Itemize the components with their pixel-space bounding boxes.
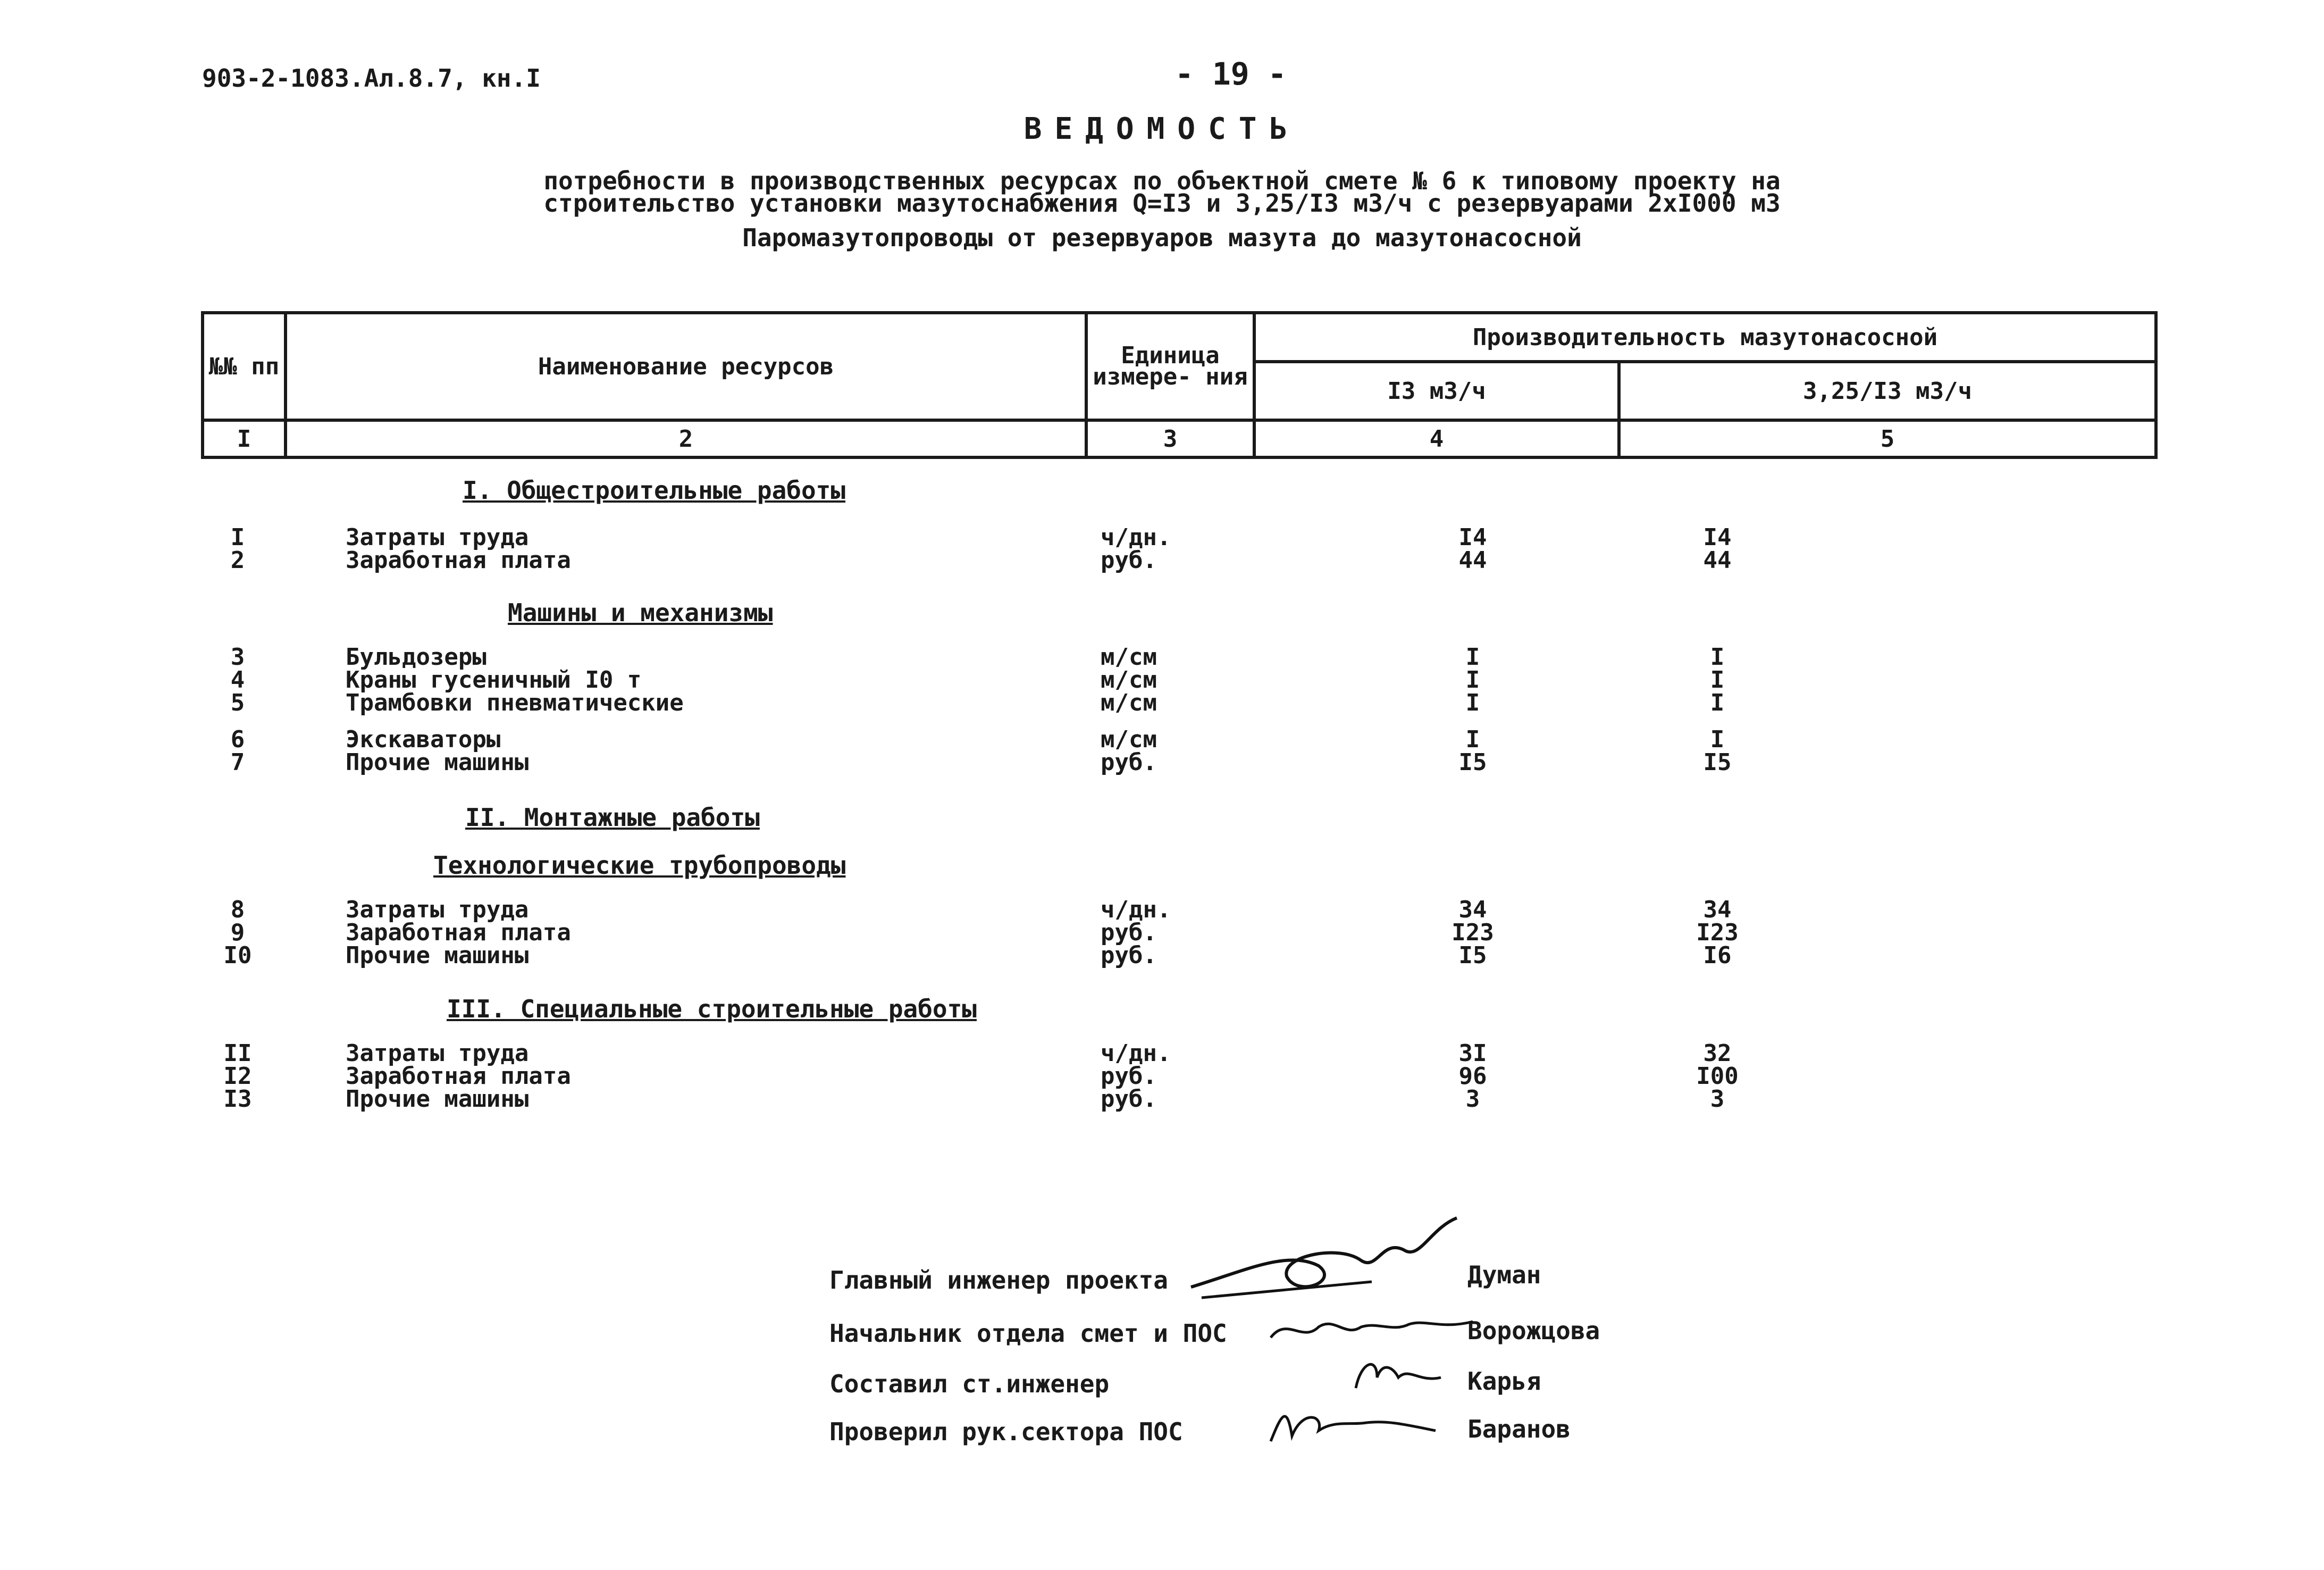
value-325-13: 34 (1703, 896, 1732, 923)
col-index: I (203, 420, 286, 457)
value-325-13: I (1710, 726, 1725, 753)
subtitle-line-2: строительство установки мазутоснабжения Q=I3 и 3,25/I3 м3/ч с резервуарами 2хI000 м3 (543, 189, 1781, 218)
page-title: ВЕДОМОСТЬ (1023, 112, 1301, 146)
resource-unit: м/см (1101, 644, 1157, 671)
col-index: 4 (1254, 420, 1619, 457)
value-13: 3I (1458, 1040, 1487, 1067)
signature-role: Главный инженер проекта (829, 1266, 1168, 1295)
subtitle-line-3: Паромазутопроводы от резервуаров мазута до мазутонасосной (742, 223, 1582, 252)
row-number: 8 (230, 896, 245, 923)
value-13: 34 (1458, 896, 1487, 923)
resource-unit: руб. (1101, 1063, 1157, 1090)
col-v5-header: 3,25/I3 м3/ч (1619, 362, 2156, 420)
subtitle-line-1: потребности в производственных ресурсах по объектной смете № 6 к типовому проекту на (543, 166, 1781, 195)
value-13: I (1465, 644, 1480, 671)
value-13: I5 (1458, 942, 1487, 969)
signature-name: Карья (1467, 1367, 1541, 1396)
resource-unit: ч/дн. (1101, 896, 1171, 923)
value-325-13: I (1710, 644, 1725, 671)
row-number: 5 (230, 689, 245, 716)
value-13: I (1465, 666, 1480, 694)
col-num-header: №№ пп (203, 313, 286, 420)
value-325-13: 32 (1703, 1040, 1732, 1067)
resource-unit: руб. (1101, 547, 1157, 574)
value-13: 96 (1458, 1063, 1487, 1090)
signature-role: Составил ст.инженер (829, 1369, 1110, 1398)
row-number: I (230, 524, 245, 551)
signature-name: Баранов (1467, 1415, 1571, 1443)
resource-name: Затраты труда (346, 1040, 529, 1067)
handwritten-signature-1 (1180, 1207, 1478, 1314)
resource-name: Затраты труда (346, 896, 529, 923)
value-325-13: I4 (1703, 524, 1732, 551)
resource-unit: м/см (1101, 666, 1157, 694)
value-13: I23 (1452, 919, 1494, 946)
row-number: 6 (230, 726, 245, 753)
resource-unit: руб. (1101, 919, 1157, 946)
row-number: 3 (230, 644, 245, 671)
value-13: I4 (1458, 524, 1487, 551)
resource-unit: руб. (1101, 942, 1157, 969)
row-number: 9 (230, 919, 245, 946)
signature-role: Начальник отдела смет и ПОС (829, 1319, 1227, 1348)
section-heading: II. Монтажные работы (465, 803, 760, 832)
signature-name: Ворожцова (1467, 1316, 1600, 1345)
col-index: 5 (1619, 420, 2156, 457)
row-number: 2 (230, 547, 245, 574)
value-325-13: I (1710, 666, 1725, 694)
document-code: 903-2-1083.Ал.8.7, кн.I (202, 64, 541, 93)
resource-name: Трамбовки пневматические (346, 689, 684, 716)
resource-name: Краны гусеничный I0 т (346, 666, 642, 694)
value-325-13: 3 (1710, 1085, 1725, 1113)
resource-unit: руб. (1101, 749, 1157, 776)
value-325-13: 44 (1703, 547, 1732, 574)
resource-table-header (201, 311, 2158, 459)
resource-name: Прочие машины (346, 942, 529, 969)
col-group-header: Производительность мазутонасосной (1254, 313, 2156, 362)
row-number: 7 (230, 749, 245, 776)
resource-name: Заработная плата (346, 1063, 571, 1090)
resource-unit: ч/дн. (1101, 524, 1171, 551)
row-number: I2 (223, 1063, 252, 1090)
resource-unit: руб. (1101, 1085, 1157, 1113)
col-index: 2 (286, 420, 1086, 457)
col-v4-header: I3 м3/ч (1254, 362, 1619, 420)
resource-name: Прочие машины (346, 1085, 529, 1113)
value-13: 3 (1465, 1085, 1480, 1113)
resource-unit: ч/дн. (1101, 1040, 1171, 1067)
resource-name: Бульдозеры (346, 644, 486, 671)
value-325-13: I6 (1703, 942, 1732, 969)
value-13: I5 (1458, 749, 1487, 776)
section-heading: III. Специальные строительные работы (447, 995, 977, 1023)
signature-name: Думан (1467, 1260, 1541, 1289)
section-heading: I. Общестроительные работы (463, 476, 846, 505)
resource-unit: м/см (1101, 689, 1157, 716)
row-number: II (223, 1040, 252, 1067)
row-number: I0 (223, 942, 252, 969)
handwritten-signature-3 (1345, 1346, 1452, 1399)
value-325-13: I5 (1703, 749, 1732, 776)
col-index: 3 (1086, 420, 1254, 457)
col-name-header: Наименование ресурсов (286, 313, 1086, 420)
row-number: I3 (223, 1085, 252, 1113)
row-number: 4 (230, 666, 245, 694)
section-subheading: Технологические трубопроводы (433, 851, 846, 880)
section-subheading: Машины и механизмы (508, 598, 773, 627)
handwritten-signature-4 (1260, 1393, 1441, 1452)
value-325-13: I00 (1696, 1063, 1739, 1090)
resource-name: Заработная плата (346, 919, 571, 946)
resource-name: Экскаваторы (346, 726, 501, 753)
col-unit-header: Единица измере- ния (1086, 313, 1254, 420)
resource-name: Прочие машины (346, 749, 529, 776)
resource-name: Заработная плата (346, 547, 571, 574)
signature-role: Проверил рук.сектора ПОС (829, 1417, 1183, 1446)
value-13: I (1465, 726, 1480, 753)
value-325-13: I (1710, 689, 1725, 716)
value-13: I (1465, 689, 1480, 716)
page-number: - 19 - (1175, 56, 1287, 92)
resource-unit: м/см (1101, 726, 1157, 753)
value-13: 44 (1458, 547, 1487, 574)
resource-name: Затраты труда (346, 524, 529, 551)
value-325-13: I23 (1696, 919, 1739, 946)
